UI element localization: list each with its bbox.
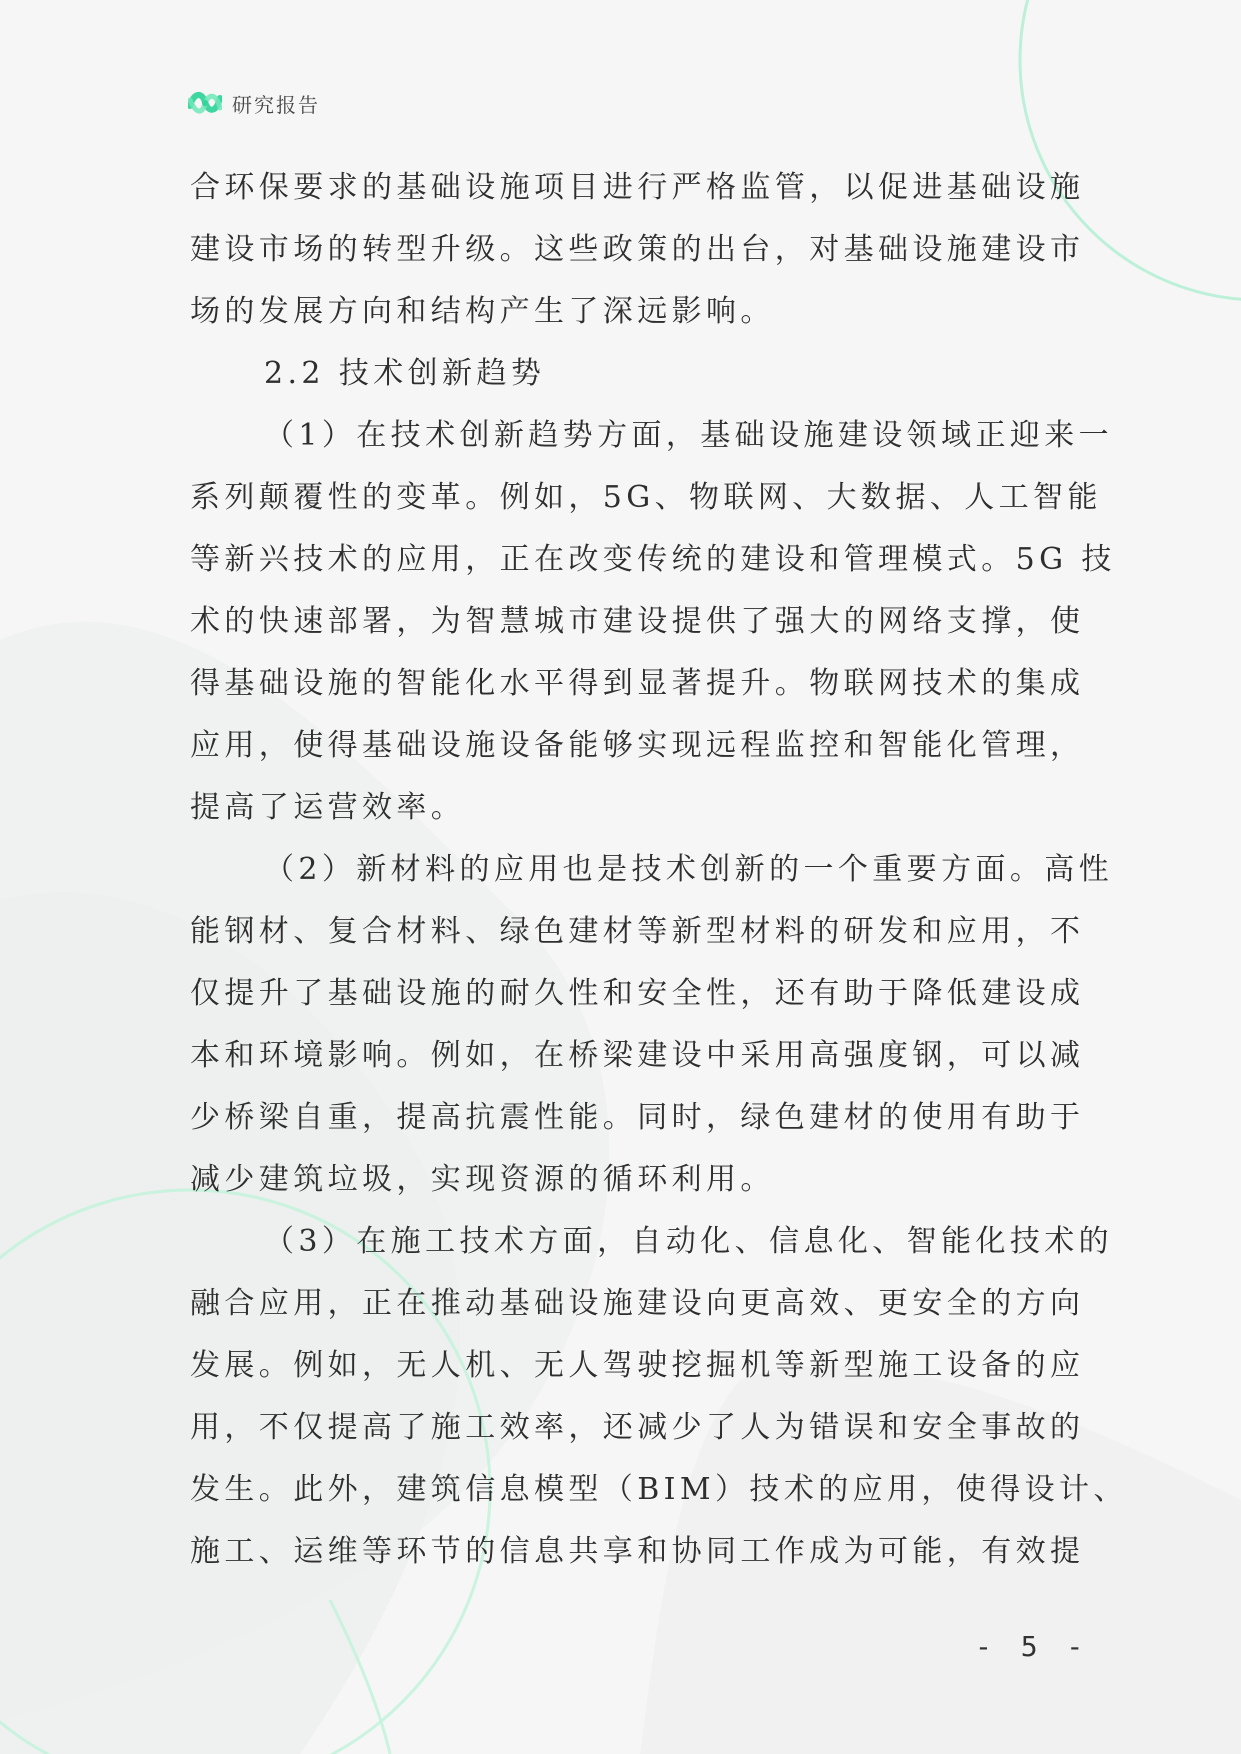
body-line: 提高了运营效率。 xyxy=(190,790,466,825)
paragraph-first-line: （3）在施工技术方面，自动化、信息化、智能化技术的 xyxy=(264,1224,1114,1259)
body-line: 发展。例如，无人机、无人驾驶挖掘机等新型施工设备的应 xyxy=(190,1348,1085,1383)
page-number: - 5 - xyxy=(975,1630,1090,1663)
body-line: 应用，使得基础设施设备能够实现远程监控和智能化管理， xyxy=(190,728,1085,763)
body-line: 合环保要求的基础设施项目进行严格监管，以促进基础设施 xyxy=(190,170,1085,205)
paragraph-first-line: （1）在技术创新趋势方面，基础设施建设领域正迎来一 xyxy=(264,418,1114,453)
body-line: 得基础设施的智能化水平得到显著提升。物联网技术的集成 xyxy=(190,666,1085,701)
body-line: 本和环境影响。例如，在桥梁建设中采用高强度钢，可以减 xyxy=(190,1038,1085,1073)
body-line: 减少建筑垃圾，实现资源的循环利用。 xyxy=(190,1162,775,1197)
section-heading: 2.2 技术创新趋势 xyxy=(264,356,546,391)
body-line: 建设市场的转型升级。这些政策的出台，对基础设施建设市 xyxy=(190,232,1085,267)
paragraph-first-line: （2）新材料的应用也是技术创新的一个重要方面。高性 xyxy=(264,852,1114,887)
body-line: 系列颠覆性的变革。例如，5G、物联网、大数据、人工智能 xyxy=(190,480,1102,515)
body-line: 融合应用，正在推动基础设施建设向更高效、更安全的方向 xyxy=(190,1286,1085,1321)
body-line: 施工、运维等环节的信息共享和协同工作成为可能，有效提 xyxy=(190,1534,1085,1569)
body-line: 术的快速部署，为智慧城市建设提供了强大的网络支撑，使 xyxy=(190,604,1085,639)
body-line: 场的发展方向和结构产生了深远影响。 xyxy=(190,294,775,329)
body-line: 仅提升了基础设施的耐久性和安全性，还有助于降低建设成 xyxy=(190,976,1085,1011)
page-header xyxy=(188,88,320,118)
header-title: 研究报告 xyxy=(232,92,320,117)
body-line: 能钢材、复合材料、绿色建材等新型材料的研发和应用，不 xyxy=(190,914,1085,949)
document-body xyxy=(190,157,1128,1583)
body-line: 发生。此外，建筑信息模型（BIM）技术的应用，使得设计、 xyxy=(190,1472,1128,1507)
research-report-logo-icon xyxy=(188,88,222,118)
body-line: 等新兴技术的应用，正在改变传统的建设和管理模式。5G 技 xyxy=(190,542,1116,577)
body-line: 少桥梁自重，提高抗震性能。同时，绿色建材的使用有助于 xyxy=(190,1100,1085,1135)
body-line: 用，不仅提高了施工效率，还减少了人为错误和安全事故的 xyxy=(190,1410,1085,1445)
